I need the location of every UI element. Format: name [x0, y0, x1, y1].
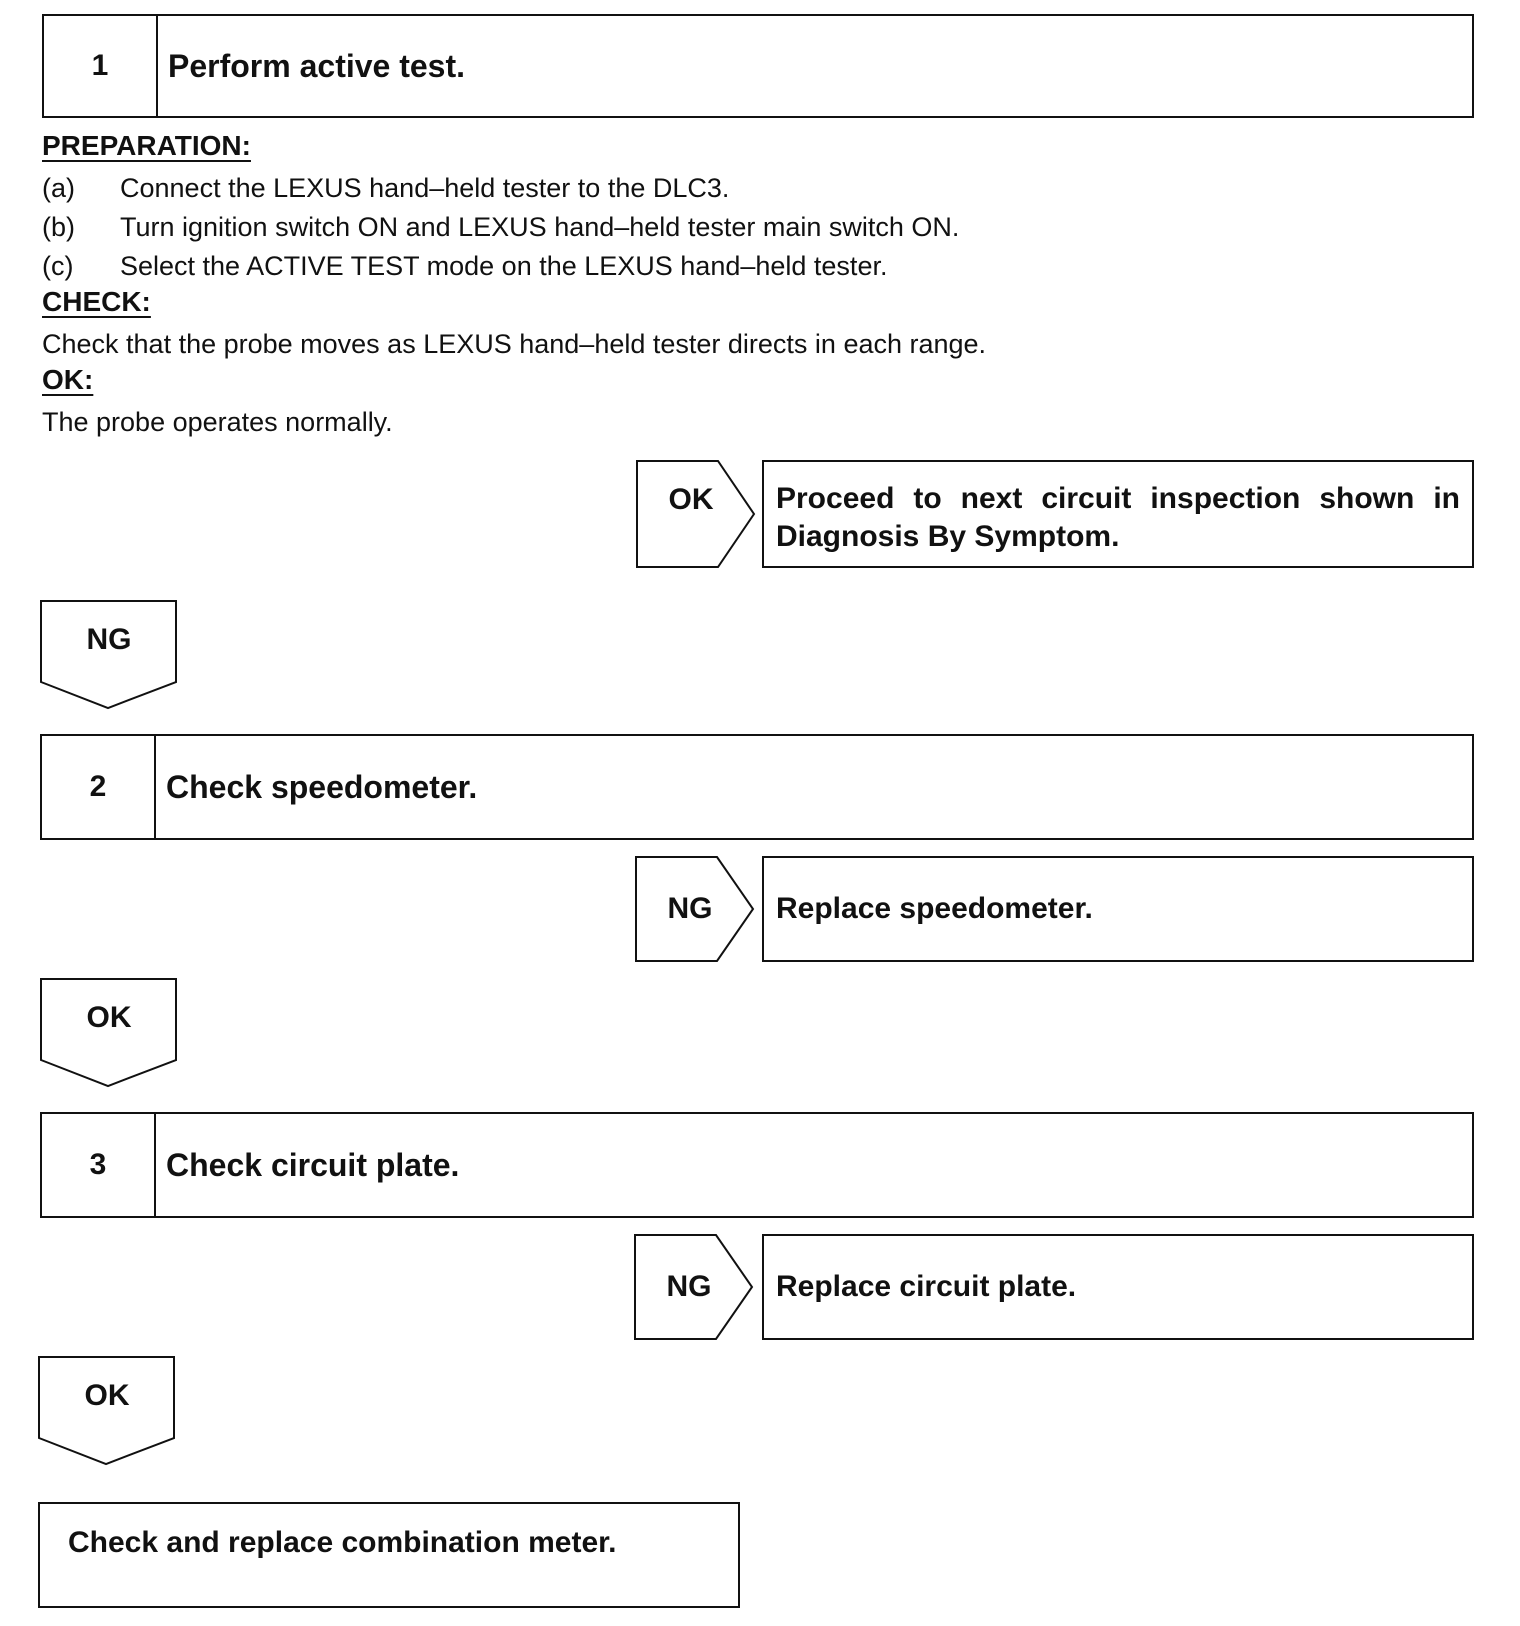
step-1-box	[42, 14, 1474, 118]
step-3-box	[40, 1112, 1474, 1218]
step-2-number: 2	[42, 736, 156, 838]
step-3-ng-result-text: Replace circuit plate.	[776, 1270, 1077, 1303]
preparation-item-c-letter: (c)	[42, 251, 74, 281]
final-action-box	[38, 1502, 740, 1608]
preparation-item-a	[42, 169, 1472, 208]
step-3-ok-down-label: OK	[84, 1379, 130, 1412]
preparation-item-c	[42, 247, 1472, 286]
step-1-title: Perform active test.	[168, 47, 466, 84]
check-heading: CHECK:	[42, 286, 151, 317]
step-3-ng-label: NG	[666, 1270, 712, 1303]
preparation-item-b	[42, 208, 1472, 247]
step-3-ng-result-box	[762, 1234, 1474, 1340]
preparation-item-c-text: Select the ACTIVE TEST mode on the LEXUS hand–held tester.	[120, 251, 888, 281]
step-2-box	[40, 734, 1474, 840]
step-2-ng-result-text: Replace speedometer.	[776, 892, 1093, 925]
step-2-ng-result-box	[762, 856, 1474, 962]
preparation-item-a-letter: (a)	[42, 173, 75, 203]
step-1-ok-result-box	[762, 460, 1474, 568]
step-3-number: 3	[42, 1114, 156, 1216]
step-1-number: 1	[44, 16, 158, 116]
step-3-title: Check circuit plate.	[166, 1146, 460, 1183]
ok-criteria-heading: OK:	[42, 364, 94, 395]
ok-criteria-text: The probe operates normally.	[42, 407, 393, 437]
step-1-ok-result-text: Proceed to next circuit inspection shown in Diagnosis By Symptom.	[776, 482, 1460, 553]
preparation-heading: PREPARATION:	[42, 130, 251, 161]
preparation-list	[42, 169, 1472, 286]
preparation-item-a-text: Connect the LEXUS hand–held tester to the DLC3.	[120, 173, 730, 203]
preparation-item-b-text: Turn ignition switch ON and LEXUS hand–held tester main switch ON.	[120, 212, 960, 242]
step-1-ok-label: OK	[668, 483, 714, 516]
step-2-ng-label: NG	[667, 892, 713, 925]
check-text: Check that the probe moves as LEXUS hand–held tester directs in each range.	[42, 329, 987, 359]
preparation-item-b-letter: (b)	[42, 212, 75, 242]
step-2-title: Check speedometer.	[166, 768, 478, 805]
step-2-ok-down-label: OK	[86, 1001, 132, 1034]
final-action-text: Check and replace combination meter.	[68, 1526, 617, 1559]
step-1-ng-down-label: NG	[86, 623, 132, 656]
